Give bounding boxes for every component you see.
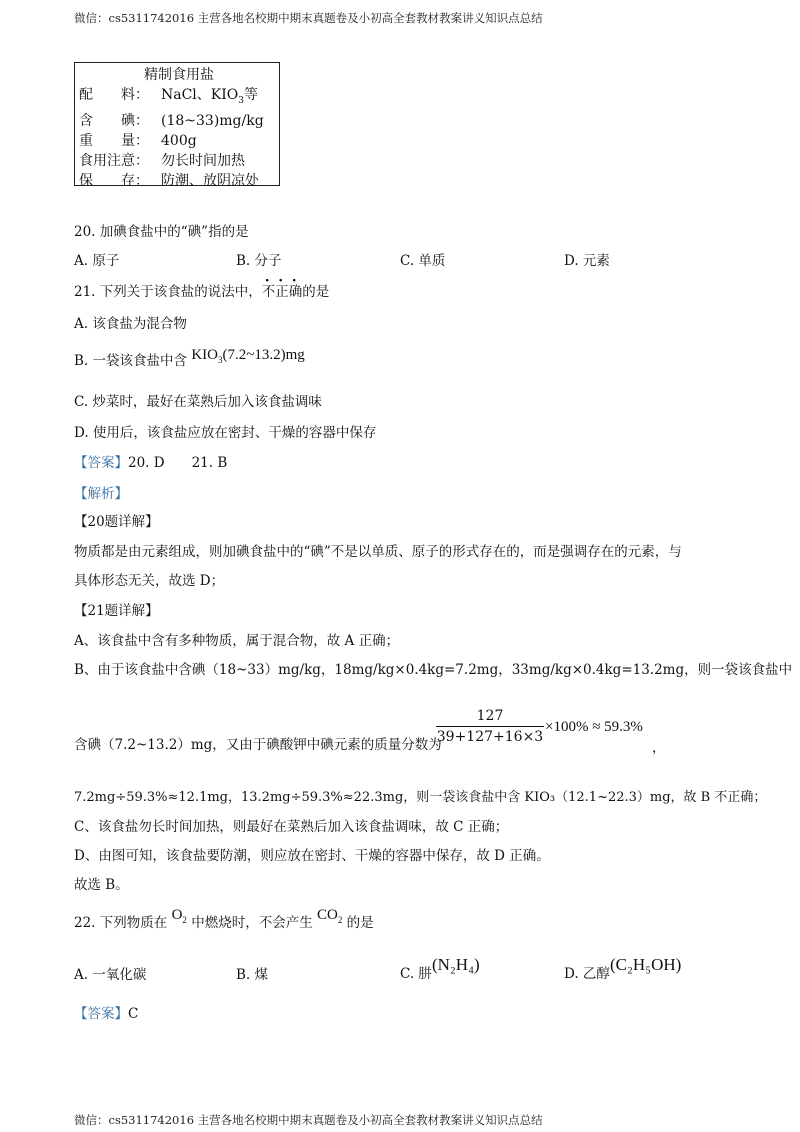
q20-option-c[interactable]: C. 单质	[400, 253, 446, 269]
row-key: 食用注意：	[79, 152, 149, 169]
fraction-result: ×100% ≈ 59.3%	[545, 719, 643, 735]
q21-stem-pre: 21. 下列关于该食盐的说法中，	[74, 284, 262, 300]
salt-label-row	[79, 131, 279, 151]
salt-label-box	[74, 62, 280, 189]
q22-option-d[interactable]: D. 乙醇(C₂H₅OH)	[564, 955, 682, 982]
row-value: NaCl、$KIO_3$等	[161, 87, 258, 106]
detail20-tag: 【20题详解】	[74, 514, 159, 530]
detail20-line2: 具体形态无关，故选 D；	[74, 573, 225, 589]
q22-stem: 22. 下列物质在 $O_2$ 中燃烧时，不会产生 $CO_2$ 的是	[74, 907, 374, 931]
row-value: 勿长时间加热	[161, 152, 245, 169]
row-key: 配 料：	[79, 87, 149, 103]
fraction-numerator: 127	[436, 708, 544, 727]
answer-20-21	[74, 451, 227, 471]
row-key: 保 存：	[79, 172, 149, 189]
salt-label-row	[79, 171, 279, 191]
answer-text: C	[128, 1006, 139, 1022]
q22-option-c[interactable]: C. 肼(N₂H₄)	[400, 955, 480, 982]
mass-fraction	[436, 708, 544, 745]
row-key: 重 量：	[79, 132, 149, 149]
co2-formula: $CO_2$	[317, 907, 343, 925]
q20-option-a[interactable]: A. 原子	[74, 253, 120, 269]
page-header: 微信：cs5311742016 主营各地名校期中期末真题卷及小初高全套教材教案讲义知识点总结	[74, 11, 543, 25]
row-value: 400g	[161, 132, 197, 149]
option-b-text: B. 一袋该食盐中含	[74, 353, 188, 369]
q21-option-c[interactable]: C. 炒菜时，最好在菜熟后加入该食盐调味	[74, 394, 322, 410]
answer-text: 20. D 21. B	[128, 455, 228, 471]
q21-option-a[interactable]: A. 该食盐为混合物	[74, 316, 187, 332]
detail21-b3: 7.2mg÷59.3%≈12.1mg，13.2mg÷59.3%≈22.3mg，则一袋该食盐中含 KIO₃（12.1~22.3）mg，故 B 不正确；	[74, 790, 767, 805]
q21-stem	[74, 280, 329, 300]
row-key: 含 碘：	[79, 112, 149, 129]
detail21-conclusion: 故选 B。	[74, 877, 129, 893]
q20-option-d[interactable]: D. 元素	[564, 253, 610, 269]
detail21-c: C、该食盐勿长时间加热，则最好在菜熟后加入该食盐调味，故 C 正确；	[74, 819, 509, 835]
salt-label-row	[79, 85, 279, 111]
o2-formula: $O_2$	[171, 907, 187, 925]
comma: ，	[652, 740, 666, 756]
analysis-tag: 【解析】	[74, 486, 128, 502]
q22-option-b[interactable]: B. 煤	[236, 967, 269, 983]
answer-tag: 【答案】	[74, 455, 128, 471]
detail21-tag: 【21题详解】	[74, 603, 159, 619]
detail21-d: D、由图可知，该食盐要防潮，则应放在密封、干燥的容器中保存，故 D 正确。	[74, 848, 550, 864]
q20-stem: 20. 加碘食盐中的“碘”指的是	[74, 224, 249, 240]
fraction-denominator: 39+127+16×3	[436, 729, 544, 745]
row-value: (18~33)mg/kg	[161, 112, 264, 129]
q21-stem-post: 的是	[302, 284, 330, 300]
salt-label-row	[79, 111, 279, 131]
emphasis-char: 确	[288, 284, 303, 300]
page-footer: 微信：cs5311742016 主营各地名校期中期末真题卷及小初高全套教材教案讲义知识点总结	[74, 1113, 543, 1127]
detail21-a: A、该食盐中含有多种物质，属于混合物，故 A 正确；	[74, 633, 400, 649]
detail20-line1: 物质都是由元素组成，则加碘食盐中的“碘”不是以单质、原子的形式存在的，而是强调存在的元素，与	[74, 544, 682, 560]
answer-22	[74, 1002, 138, 1022]
emphasis-char: 正	[275, 284, 289, 300]
emphasis-char: 不	[261, 284, 276, 300]
salt-label-title: 精制食用盐	[144, 67, 214, 83]
row-value: 防潮、放阴凉处	[161, 172, 259, 189]
q21-option-b[interactable]	[74, 343, 305, 369]
q22-option-a[interactable]: A. 一氧化碳	[74, 967, 147, 983]
answer-tag: 【答案】	[74, 1006, 128, 1022]
kio3-formula: $KIO_3(7.2\sim 13.2)mg$	[191, 347, 305, 365]
n2h4-formula: (N₂H₄)	[431, 955, 480, 974]
detail21-b1: B、由于该食盐中含碘（18~33）mg/kg，18mg/kg×0.4kg=7.2mg，33mg/kg×0.4kg=13.2mg，则一袋该食盐中	[74, 662, 793, 678]
q20-option-b[interactable]: B. 分子	[236, 253, 282, 269]
q21-option-d[interactable]: D. 使用后，该食盐应放在密封、干燥的容器中保存	[74, 425, 377, 441]
c2h5oh-formula: (C₂H₅OH)	[609, 955, 682, 974]
salt-label-row	[79, 151, 279, 171]
detail21-b2: 含碘（7.2~13.2）mg，又由于碘酸钾中碘元素的质量分数为	[74, 737, 442, 753]
